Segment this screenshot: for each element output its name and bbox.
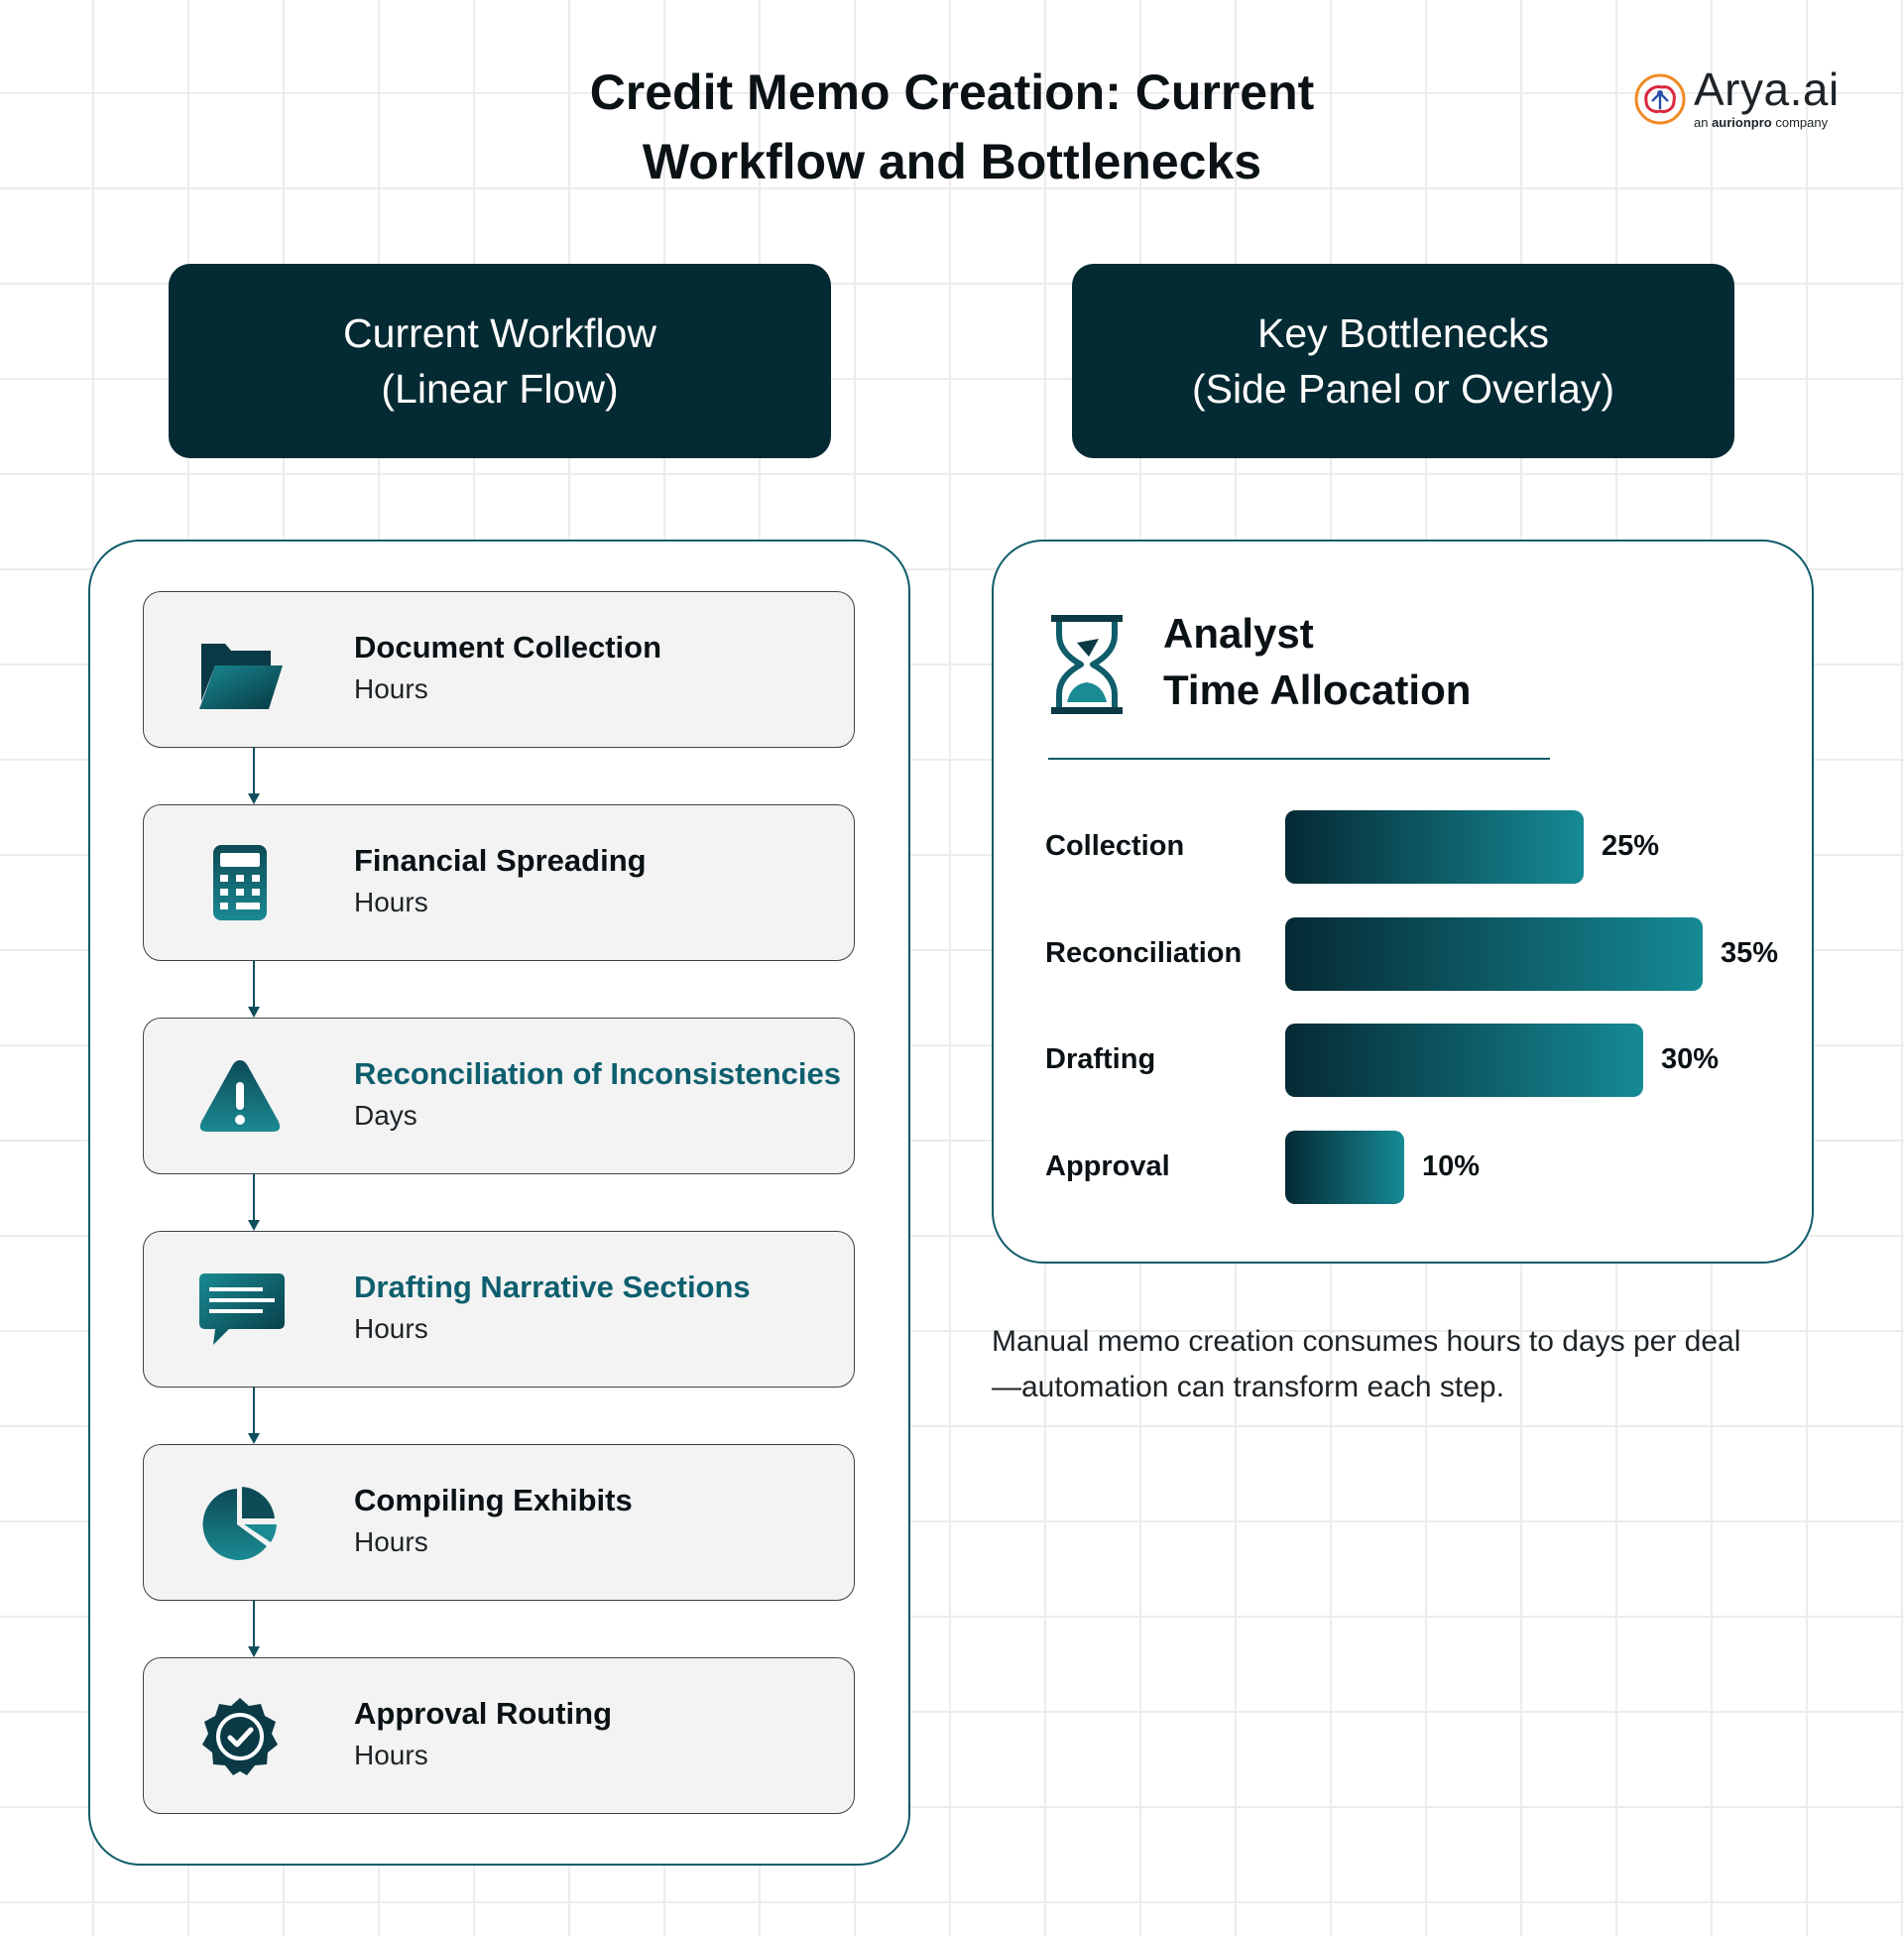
bar-label-reconciliation: Reconciliation <box>1045 936 1243 969</box>
warning-icon <box>195 1052 285 1142</box>
page-title: Credit Memo Creation: Current Workflow and Bottlenecks <box>589 64 1315 189</box>
bar-collection <box>1285 810 1584 884</box>
step-duration: Hours <box>354 1740 428 1770</box>
bar-value-reconciliation: 35% <box>1721 936 1779 969</box>
step-duration: Hours <box>354 1526 428 1557</box>
workflow-step-financial-spreading <box>143 804 855 961</box>
flow-arrow <box>247 1388 261 1445</box>
bottlenecks-divider <box>1048 758 1550 760</box>
flow-arrow <box>247 1174 261 1232</box>
step-title: Document Collection <box>354 630 662 665</box>
step-duration: Hours <box>354 673 428 704</box>
logo-wordmark: Arya.ai <box>1694 63 1840 115</box>
workflow-step-document-collection <box>143 591 855 748</box>
verified-badge-icon <box>195 1692 285 1781</box>
step-duration: Days <box>354 1100 417 1131</box>
bottlenecks-header <box>1072 264 1734 458</box>
workflow-step-approval-routing <box>143 1657 855 1814</box>
step-title: Compiling Exhibits <box>354 1483 633 1517</box>
bar-value-approval: 10% <box>1422 1150 1481 1182</box>
step-title: Financial Spreading <box>354 843 647 878</box>
bottlenecks-title: Analyst Time Allocation <box>1163 610 1472 713</box>
bar-drafting <box>1285 1024 1643 1097</box>
bottlenecks-header-line2: (Side Panel or Overlay) <box>1191 366 1615 412</box>
step-duration: Hours <box>354 887 428 917</box>
logo-tagline: an aurionpro company <box>1694 115 1829 130</box>
workflow-step-drafting <box>143 1231 855 1388</box>
bar-value-drafting: 30% <box>1661 1043 1720 1075</box>
arya-brain-icon <box>1632 71 1688 127</box>
workflow-step-reconciliation <box>143 1018 855 1174</box>
bottlenecks-header-line1: Key Bottlenecks <box>1257 310 1549 356</box>
summary-note: Manual memo creation consumes hours to days per deal—automation can transform each step. <box>992 1325 1741 1403</box>
bar-label-collection: Collection <box>1045 830 1185 862</box>
flow-arrow <box>247 748 261 805</box>
bar-value-collection: 25% <box>1602 830 1660 862</box>
step-title: Reconciliation of Inconsistencies <box>354 1056 841 1091</box>
workflow-header-line2: (Linear Flow) <box>381 366 619 412</box>
workflow-header-line1: Current Workflow <box>343 310 656 356</box>
step-duration: Hours <box>354 1313 428 1344</box>
bar-approval <box>1285 1131 1404 1204</box>
bar-reconciliation <box>1285 917 1703 991</box>
workflow-header <box>169 264 831 458</box>
workflow-step-compiling-exhibits <box>143 1444 855 1601</box>
flow-arrow <box>247 1601 261 1658</box>
flow-arrow <box>247 961 261 1019</box>
pie-chart-icon <box>195 1479 285 1568</box>
bar-label-approval: Approval <box>1045 1150 1170 1182</box>
bar-label-drafting: Drafting <box>1045 1043 1156 1075</box>
step-title: Drafting Narrative Sections <box>354 1270 751 1304</box>
message-icon <box>195 1266 285 1355</box>
folder-icon <box>195 626 285 715</box>
calculator-icon <box>195 839 285 928</box>
step-title: Approval Routing <box>354 1696 613 1731</box>
arya-logo <box>1626 61 1840 137</box>
hourglass-icon <box>1047 613 1127 716</box>
